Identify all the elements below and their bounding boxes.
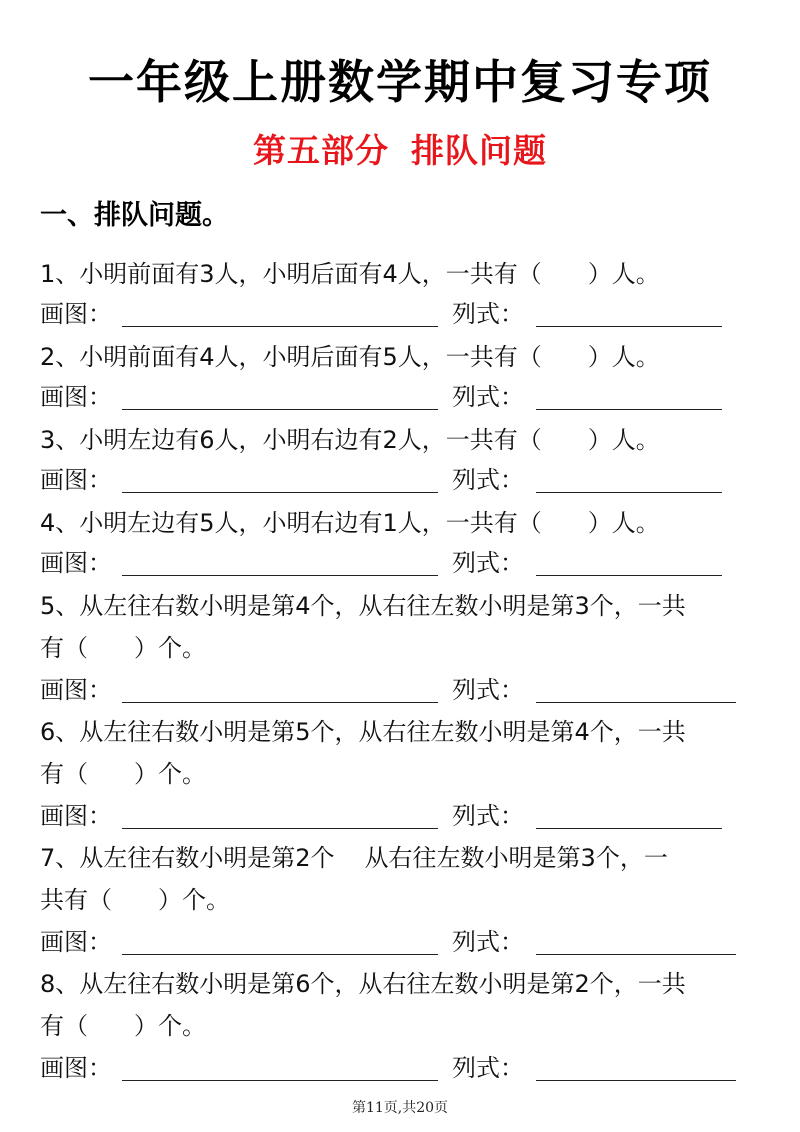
drawing-label: 画图： — [40, 549, 112, 577]
formula-label: 列式： — [452, 549, 524, 577]
question-5: 5、从左往右数小明是第4个，从右往左数小明是第3个，一共 — [40, 592, 686, 620]
drawing-answer-line[interactable] — [122, 1080, 438, 1081]
formula-label: 列式： — [452, 466, 524, 494]
question-7-end: ）个。 — [158, 886, 230, 914]
drawing-answer-line[interactable] — [122, 828, 438, 829]
drawing-label: 画图： — [40, 300, 112, 328]
drawing-label: 画图： — [40, 466, 112, 494]
question-1 — [40, 254, 660, 294]
question-1-text: 1、小明前面有3人，小明后面有4人，一共有（ — [40, 260, 542, 288]
drawing-label: 画图： — [40, 1054, 112, 1082]
answer-row-5 — [40, 670, 740, 710]
question-7 — [40, 838, 668, 878]
drawing-answer-line[interactable] — [122, 326, 438, 327]
formula-label: 列式： — [452, 1054, 524, 1082]
formula-label: 列式： — [452, 300, 524, 328]
formula-answer-line[interactable] — [536, 702, 736, 703]
formula-answer-line[interactable] — [536, 326, 722, 327]
question-6: 6、从左往右数小明是第5个，从右往左数小明是第4个，一共 — [40, 718, 686, 746]
question-3-end: ）人。 — [587, 426, 660, 454]
question-2-end: ）人。 — [587, 343, 660, 371]
question-2-text: 2、小明前面有4人，小明后面有5人，一共有（ — [40, 343, 542, 371]
question-3 — [40, 420, 660, 460]
answer-row-6 — [40, 796, 740, 836]
question-4-text: 4、小明左边有5人，小明右边有1人，一共有（ — [40, 509, 542, 537]
drawing-answer-line[interactable] — [122, 575, 438, 576]
question-8: 8、从左往右数小明是第6个，从右往左数小明是第2个，一共 — [40, 970, 686, 998]
drawing-label: 画图： — [40, 383, 112, 411]
question-8-cont-text: 有（ — [40, 1012, 88, 1040]
question-8-end: ）个。 — [134, 1012, 206, 1040]
question-8-continued — [40, 1006, 206, 1046]
question-6-cont-text: 有（ — [40, 760, 88, 788]
section-subtitle — [0, 128, 800, 174]
formula-label: 列式： — [452, 802, 524, 830]
question-7-cont-text: 共有（ — [40, 886, 112, 914]
subtitle-part: 第五部分 — [253, 131, 389, 170]
drawing-answer-line[interactable] — [122, 702, 438, 703]
formula-answer-line[interactable] — [536, 954, 736, 955]
drawing-label: 画图： — [40, 676, 112, 704]
drawing-label: 画图： — [40, 802, 112, 830]
formula-answer-line[interactable] — [536, 409, 722, 410]
question-5-continued — [40, 628, 206, 668]
answer-row-3 — [40, 460, 740, 500]
formula-label: 列式： — [452, 383, 524, 411]
question-7-text-a: 7、从左往右数小明是第2个 — [40, 844, 335, 872]
page-number-footer: 第11页,共20页 — [351, 1100, 449, 1116]
answer-row-2 — [40, 377, 740, 417]
formula-answer-line[interactable] — [536, 492, 722, 493]
formula-label: 列式： — [452, 928, 524, 956]
drawing-answer-line[interactable] — [122, 409, 438, 410]
section-heading: 一、排队问题。 — [40, 200, 229, 231]
formula-answer-line[interactable] — [536, 828, 722, 829]
question-6-end: ）个。 — [134, 760, 206, 788]
formula-answer-line[interactable] — [536, 575, 722, 576]
question-7-continued — [40, 880, 230, 920]
answer-row-8 — [40, 1048, 740, 1088]
answer-row-1 — [40, 294, 740, 334]
drawing-label: 画图： — [40, 928, 112, 956]
question-4-end: ）人。 — [587, 509, 660, 537]
question-5-cont-text: 有（ — [40, 634, 88, 662]
question-1-end: ）人。 — [587, 260, 660, 288]
question-6-continued — [40, 754, 206, 794]
answer-row-4 — [40, 543, 740, 583]
question-4 — [40, 503, 660, 543]
question-7-text-b: 从右往左数小明是第3个，一 — [364, 844, 668, 872]
page-title: 一年级上册数学期中复习专项 — [88, 55, 712, 109]
subtitle-topic: 排队问题 — [411, 131, 547, 170]
question-3-text: 3、小明左边有6人，小明右边有2人，一共有（ — [40, 426, 542, 454]
drawing-answer-line[interactable] — [122, 954, 438, 955]
formula-answer-line[interactable] — [536, 1080, 736, 1081]
answer-row-7 — [40, 922, 740, 962]
formula-label: 列式： — [452, 676, 524, 704]
drawing-answer-line[interactable] — [122, 492, 438, 493]
question-2 — [40, 337, 660, 377]
question-5-end: ）个。 — [134, 634, 206, 662]
